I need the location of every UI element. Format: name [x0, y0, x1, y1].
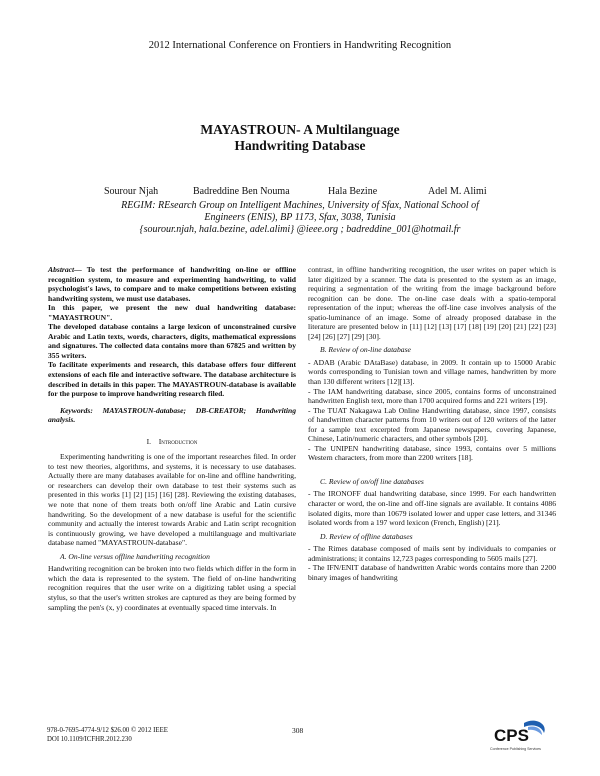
- abstract-p1: Abstract— To test the performance of handwriting on-line or offline recognition system, to measure and experimenting handwriting, to valid psychologist's laws, to compare and to make competitions between existing handwriting system, we must use databases.: [48, 265, 296, 303]
- cps-logo-tagline: Conference Publishing Services: [490, 747, 541, 751]
- left-column: [48, 265, 296, 612]
- abstract-p3: The developed database contains a large lexicon of unconstrained cursive Arabic and Latin texts, words, characters, digits, mathematical expressions and signatures. The collected data contains more than 67825 and written by 355 writers.: [48, 322, 296, 360]
- affiliation-line1: REGIM: REsearch Group on Intelligent Machines, University of Sfax, National School of: [121, 200, 479, 211]
- subsection-a-heading: A. On-line versus offline handwriting recognition: [60, 551, 210, 561]
- abstract-label: Abstract: [48, 265, 75, 274]
- footer-doi: DOI 10.1109/ICFHR.2012.230: [47, 736, 132, 743]
- section-heading-intro: I. Introduction: [146, 436, 198, 446]
- abstract-p4: To facilitate experiments and research, this database offers four different extensions of each file and interactive software. The database architecture is described in details in this paper. The MAYASTROUN-database is available for the purpose to improve handwriting research filed.: [48, 360, 296, 399]
- subsection-c-heading: C. Review of on/off line databases: [320, 476, 424, 486]
- subsection-b-heading: B. Review of on-line database: [320, 345, 411, 355]
- online-db-item: - The TUAT Nakagawa Lab Online Handwriting database, since 1997, consists of handwritten character patterns from 10 writers out of 120 writers of the latter for a sample text excerpted from Japanese newspapers, covering Japanese, Chinese, Latin/numeric characters, and other symbols [20].: [308, 405, 556, 444]
- author-3: Hala Bezine: [328, 186, 378, 197]
- intro-paragraph: Experimenting handwriting is one of the important researches filed. In order to test new theories, algorithms, and systems, it is necessary to use databases. Actually there are many databases available for on-line and offline handwriting, or researchers can develop their own database to test their systems such as presented in this works [1] [2] [15] [16] [28]. Reviewing the existing databases, we note that none of them treats both on/off line Arabic and Latin cursive handwriting. So the development of a new database is useful for the scientific community and actually the interest towards Arabic and Latin script recognition is continuously growing, we have developed a multilanguage and multivariate database named "MAYASTROUN-database".: [48, 452, 296, 548]
- page-number: 308: [292, 726, 304, 735]
- paper-title-line2: Handwriting Database: [234, 138, 366, 153]
- online-db-item: - The IAM handwriting database, since 2005, contains forms of unconstrained handwritten English text, more than 1700 acquired forms and 221 writers [19].: [308, 386, 556, 406]
- onoff-db-item: - The IRONOFF dual handwriting database, since 1999. For each handwritten character or word, the on-line and off-line signals are available. It contains 4086 isolated digits, more than 10679 isolated lower and upper case letters, and 31346 isolated words from a 197 word lexicon (French, English) [21].: [308, 489, 556, 528]
- abstract-p2: In this paper, we present the new dual handwriting database: "MAYASTROUN".: [48, 303, 296, 322]
- subsection-a-paragraph: Handwriting recognition can be broken into two fields which differ in the form in which the data is represented to the system. The field of on-line handwriting recognition requires that the user write on a digitizing tablet using a special stylus, so that the user's written strokes are captured as they are being formed by sampling the pen's (x, y) coordinates at eventually spaced time intervals. In: [48, 564, 296, 612]
- author-1: Sourour Njah: [104, 186, 159, 197]
- paper-title-line1: MAYASTROUN- A Multilanguage: [200, 122, 400, 137]
- right-paragraph-1: contrast, in offline handwriting recognition, the user writes on paper which is later digitized by a scanner. The data is presented to the system as an image, requiring a segmentation of the writing from the image background before recognition can be done. The on-line case deals with a spatio-temporal representation of the input; whereas the off-line case involves analysis of the spatio-luminance of an image. Some of already proposed database in the literature are presented below in [11] [12] [13] [17] [18] [19] [20] [21] [22] [23] [24] [26] [27] [29] [30].: [308, 265, 556, 341]
- online-db-item: - The UNIPEN handwriting database, since 1993, contains over 5 millions Western characters, from more than 2200 writers [18].: [308, 443, 556, 463]
- offline-db-item: - The Rimes database composed of mails sent by individuals to companies or administrations; it contains 12,723 pages corresponding to 5605 mails [27].: [308, 544, 556, 563]
- paper-title: [0, 122, 600, 154]
- cps-logo: [488, 719, 552, 755]
- subsection-d-heading: D. Review of offline databases: [320, 531, 413, 541]
- online-db-item: - ADAB (Arabic DAtaBase) database, in 2009. It contain up to 15000 Arabic words corresponding to Tunisian town and village names, handwritten by more than 130 different writers [12][13].: [308, 357, 556, 387]
- author-4: Adel M. Alimi: [428, 186, 487, 197]
- conference-header: 2012 International Conference on Frontiers in Handwriting Recognition: [148, 40, 452, 51]
- affiliation: [60, 200, 540, 236]
- offline-db-item: - The IFN/ENIT database of handwritten Arabic words contains more than 2200 binary images of handwriting: [308, 563, 556, 582]
- keywords-label: Keywords:: [60, 405, 93, 415]
- cps-logo-text: CPS: [494, 726, 529, 745]
- footer-copyright: [47, 726, 168, 744]
- footer-isbn: 978-0-7695-4774-9/12 $26.00 © 2012 IEEE: [47, 727, 168, 734]
- cps-logo-icon: [488, 719, 552, 755]
- author-2: Badreddine Ben Nouma: [193, 186, 290, 197]
- author-emails: {sourour.njah, hala.bezine, adel.alimi} @ieee.org ; badreddine_001@hotmail.fr: [139, 224, 461, 235]
- right-column: [308, 265, 556, 582]
- affiliation-line2: Engineers (ENIS), BP 1173, Sfax, 3038, Tunisia: [204, 212, 396, 223]
- keywords: Keywords: MAYASTROUN-database; DB-CREATOR; Handwriting analysis.: [48, 405, 296, 425]
